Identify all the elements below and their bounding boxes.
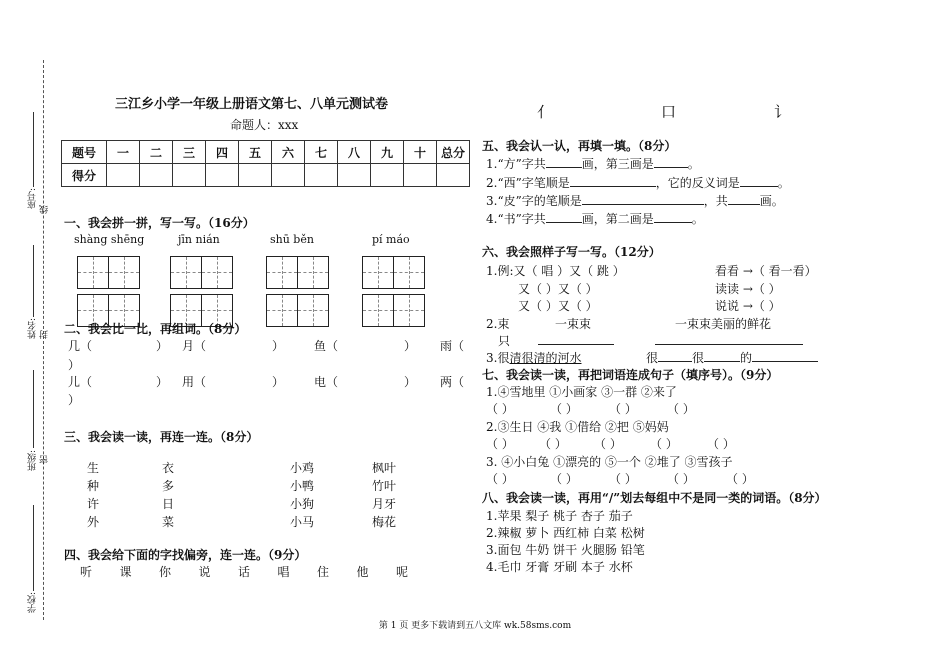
- q6-f: 一束束: [555, 317, 592, 331]
- q2-heading: 二、我会比一比，再组词。（8分）: [64, 322, 247, 336]
- q3-word: 日: [162, 497, 175, 511]
- q7-answer-paren[interactable]: （ ）: [550, 472, 578, 486]
- writing-grid[interactable]: [77, 256, 140, 289]
- q5-l1-b: 画，第三画是: [581, 157, 654, 171]
- q7-answer-paren[interactable]: （ ）: [486, 402, 514, 416]
- q6-i-a: 3.很: [486, 351, 510, 365]
- q2-r1-b: ）: [156, 339, 169, 353]
- q1-pinyin-2: jīn nián: [178, 233, 220, 246]
- q3-word: 多: [162, 479, 175, 493]
- q4-char: 他: [356, 565, 369, 579]
- blank[interactable]: [752, 349, 818, 362]
- q6-heading: 六、我会照样子写一写。（12分）: [482, 245, 661, 259]
- q3-word: 衣: [162, 461, 175, 475]
- q5-l3-c: 画。: [759, 194, 784, 208]
- q6-i-b: 清很清: [509, 351, 546, 365]
- q7-heading: 七、我会读一读，再把词语连成句子（填序号）。（9分）: [482, 368, 779, 382]
- q5-l4-c: 。: [691, 212, 704, 226]
- q8-item-1: 1.苹果 梨子 桃子 杏子 茄子: [486, 509, 633, 523]
- score-cell[interactable]: [206, 164, 239, 187]
- q6-i-c: 的河水: [545, 351, 582, 365]
- q1-pinyin-1: shàng shēng: [74, 233, 145, 246]
- q7-answer-paren[interactable]: （ ）: [667, 472, 695, 486]
- q8-heading: 八、我会读一读，再用“/”划去每组中不是同一类的词语。（8分）: [482, 491, 827, 505]
- q4-char: 住: [317, 565, 330, 579]
- score-header-cell: 一: [107, 141, 140, 164]
- name-label: 姓名:: [28, 318, 38, 340]
- blank[interactable]: [728, 192, 760, 205]
- score-label: 得分: [62, 164, 107, 187]
- q8-item-3: 3.面包 牛奶 饼干 火腿肠 铅笔: [486, 543, 645, 557]
- seat-label: 座号:: [28, 188, 38, 210]
- q2-r2-b: ）: [156, 375, 169, 389]
- q2-r1-g: 雨（: [440, 339, 465, 353]
- q5-l2-b: ，它的反义词是: [655, 176, 740, 190]
- q2-r1-a: 几（: [68, 339, 93, 353]
- q2-r2-f: ）: [404, 375, 417, 389]
- q5-l1-c: 。: [687, 157, 700, 171]
- score-cell[interactable]: [305, 164, 338, 187]
- q6-c: 又（ ）又（ ）: [518, 299, 598, 313]
- q3-word: 菜: [162, 515, 175, 529]
- q6-blank-2[interactable]: [655, 344, 803, 345]
- score-header-cell: 五: [239, 141, 272, 164]
- q2-r1-f: ）: [404, 339, 417, 353]
- score-cell[interactable]: [272, 164, 305, 187]
- score-header-cell: 三: [173, 141, 206, 164]
- blank[interactable]: [654, 210, 692, 223]
- blank[interactable]: [546, 155, 582, 168]
- q7-answer-paren[interactable]: （ ）: [486, 472, 514, 486]
- q7-answer-paren[interactable]: （ ）: [486, 437, 514, 451]
- q5-line-3: [486, 192, 784, 209]
- score-cell[interactable]: [239, 164, 272, 187]
- q3-word: 月牙: [372, 497, 397, 511]
- score-cell[interactable]: [173, 164, 206, 187]
- blank[interactable]: [582, 192, 704, 205]
- q2-close-1: ）: [68, 358, 81, 372]
- score-header-cell: 题号: [62, 141, 107, 164]
- q1-pinyin-3: shū běn: [270, 233, 314, 246]
- q7-answer-paren[interactable]: （ ）: [550, 402, 578, 416]
- q7-s1: 1.④雪地里 ①小画家 ③一群 ②来了: [486, 385, 677, 399]
- q4-char: 呢: [396, 565, 409, 579]
- q3-word: 小鸡: [290, 461, 315, 475]
- q4-heading: 四、我会给下面的字找偏旁，连一连。（9分）: [64, 548, 307, 562]
- q5-l4-a: 4.“书”字共: [486, 212, 546, 226]
- q4-char: 听: [80, 565, 93, 579]
- score-cell[interactable]: [371, 164, 404, 187]
- q6-g: 一束束美丽的鲜花: [675, 317, 772, 331]
- q4-char: 课: [119, 565, 132, 579]
- q7-answer-paren[interactable]: （ ）: [609, 402, 637, 416]
- q5-line-2: [486, 174, 790, 191]
- writing-grid[interactable]: [362, 256, 425, 289]
- q1-heading: 一、我会拼一拼，写一写。（16分）: [64, 216, 255, 230]
- seal-line-char: 线: [40, 205, 50, 214]
- q3-word: 许: [87, 497, 100, 511]
- q7-answer-paren[interactable]: （ ）: [650, 437, 678, 451]
- score-header-cell: 四: [206, 141, 239, 164]
- radical-person: 亻: [537, 103, 553, 121]
- q4-char: 话: [238, 565, 251, 579]
- q3-word: 梅花: [372, 515, 397, 529]
- score-header-cell: 十: [404, 141, 437, 164]
- q7-answer-paren[interactable]: （ ）: [594, 437, 622, 451]
- q7-answer-paren[interactable]: （ ）: [726, 472, 754, 486]
- score-header-row: [62, 141, 470, 164]
- q6-pattern: [646, 349, 818, 366]
- q5-l3-b: ，共: [703, 194, 728, 208]
- page-title: 三江乡小学一年级上册语文第七、八单元测试卷: [115, 97, 389, 112]
- writing-grid[interactable]: [170, 256, 233, 289]
- q8-item-2: 2.辣椒 萝卜 西红柿 白菜 松树: [486, 526, 645, 540]
- q3-word: 生: [87, 461, 100, 475]
- blank[interactable]: [654, 155, 688, 168]
- score-header-cell: 八: [338, 141, 371, 164]
- seal-char: 封: [40, 330, 50, 339]
- school-label: 学校:: [28, 592, 38, 614]
- q2-r1-e: 鱼（: [314, 339, 339, 353]
- q6-k: 很: [692, 351, 705, 365]
- blank[interactable]: [570, 174, 656, 187]
- q2-r2-a: 儿（: [68, 375, 93, 389]
- q2-close-2: ）: [68, 393, 81, 407]
- writing-grid[interactable]: [362, 294, 425, 327]
- secret-char: 密: [40, 455, 50, 464]
- q6-a: 又（ ）又（ ）: [518, 282, 598, 296]
- q5-line-4: [486, 210, 704, 227]
- score-cell[interactable]: [404, 164, 437, 187]
- q5-heading: 五、我会认一认，再填一填。（8分）: [482, 139, 677, 153]
- score-header-cell: 六: [272, 141, 305, 164]
- school-line: [33, 505, 34, 591]
- q6-e: 2.束: [486, 317, 510, 331]
- q5-l2-a: 2.“西”字笔顺是: [486, 176, 570, 190]
- q6-blank-1[interactable]: [538, 344, 614, 345]
- q7-s3: 3. ④小白兔 ①漂亮的 ⑤一个 ②堆了 ③雪孩子: [486, 455, 733, 469]
- q3-word: 种: [87, 479, 100, 493]
- radical-speech: 讠: [774, 103, 790, 121]
- score-value-row: [62, 164, 470, 187]
- q5-l1-a: 1.“方”字共: [486, 157, 546, 171]
- score-header-cell: 九: [371, 141, 404, 164]
- q5-line-1: [486, 155, 700, 172]
- q3-word: 小鸭: [290, 479, 315, 493]
- q4-char: 唱: [277, 565, 290, 579]
- writing-grid[interactable]: [266, 294, 329, 327]
- q2-r1-d: ）: [272, 339, 285, 353]
- q2-r1-c: 月（: [182, 339, 207, 353]
- q1-pinyin-4: pí máo: [372, 233, 410, 246]
- q7-answer-paren[interactable]: （ ）: [609, 472, 637, 486]
- q2-r2-c: 用（: [182, 375, 207, 389]
- score-cell[interactable]: [140, 164, 173, 187]
- q6-example-2: 看看 →（ 看一看）: [715, 264, 817, 278]
- blank[interactable]: [546, 210, 582, 223]
- q2-r2-e: 电（: [314, 375, 339, 389]
- class-label: 班级:: [28, 450, 38, 472]
- seat-line: [33, 112, 34, 187]
- q6-i: [486, 349, 581, 366]
- radical-mouth: 口: [661, 103, 677, 121]
- q2-r2-d: ）: [272, 375, 285, 389]
- binding-dashed-line: [43, 60, 44, 620]
- q7-s2: 2.③生日 ④我 ①借给 ②把 ⑤妈妈: [486, 420, 669, 434]
- q3-word: 小狗: [290, 497, 315, 511]
- blank[interactable]: [704, 349, 740, 362]
- q5-l3-a: 3.“皮”字的笔顺是: [486, 194, 582, 208]
- q2-r2-g: 两（: [440, 375, 465, 389]
- page-footer: 第 1 页 更多下载请到五八文库 wk.58sms.com: [378, 621, 572, 631]
- q7-answer-paren[interactable]: （ ）: [667, 402, 695, 416]
- score-cell[interactable]: [338, 164, 371, 187]
- q6-h: 只: [498, 334, 511, 348]
- q6-d: 说说 →（ ）: [715, 299, 781, 313]
- score-cell[interactable]: [437, 164, 470, 187]
- score-table: [61, 140, 470, 187]
- q3-word: 枫叶: [372, 461, 397, 475]
- q6-example: 1.例:又（ 唱 ）又（ 跳 ）: [486, 264, 625, 278]
- q7-answer-paren[interactable]: （ ）: [707, 437, 735, 451]
- score-header-cell: 二: [140, 141, 173, 164]
- q6-l: 的: [740, 351, 753, 365]
- score-header-cell: 总分: [437, 141, 470, 164]
- name-line: [33, 245, 34, 317]
- q3-heading: 三、我会读一读，再连一连。（8分）: [64, 430, 259, 444]
- q3-word: 外: [87, 515, 100, 529]
- blank[interactable]: [658, 349, 692, 362]
- q7-answer-paren[interactable]: （ ）: [539, 437, 567, 451]
- score-cell[interactable]: [107, 164, 140, 187]
- q8-item-4: 4.毛巾 牙膏 牙刷 本子 水杯: [486, 560, 633, 574]
- q6-b: 读读 →（ ）: [715, 282, 781, 296]
- blank[interactable]: [740, 174, 778, 187]
- q5-l4-b: 画，第二画是: [581, 212, 654, 226]
- q4-char: 你: [159, 565, 172, 579]
- author-line: 命题人：xxx: [230, 118, 299, 132]
- q3-word: 小马: [290, 515, 315, 529]
- q3-word: 竹叶: [372, 479, 397, 493]
- class-line: [33, 370, 34, 448]
- q6-j: 很: [646, 351, 659, 365]
- score-header-cell: 七: [305, 141, 338, 164]
- q4-char: 说: [198, 565, 211, 579]
- writing-grid[interactable]: [266, 256, 329, 289]
- q5-l2-c: 。: [777, 176, 790, 190]
